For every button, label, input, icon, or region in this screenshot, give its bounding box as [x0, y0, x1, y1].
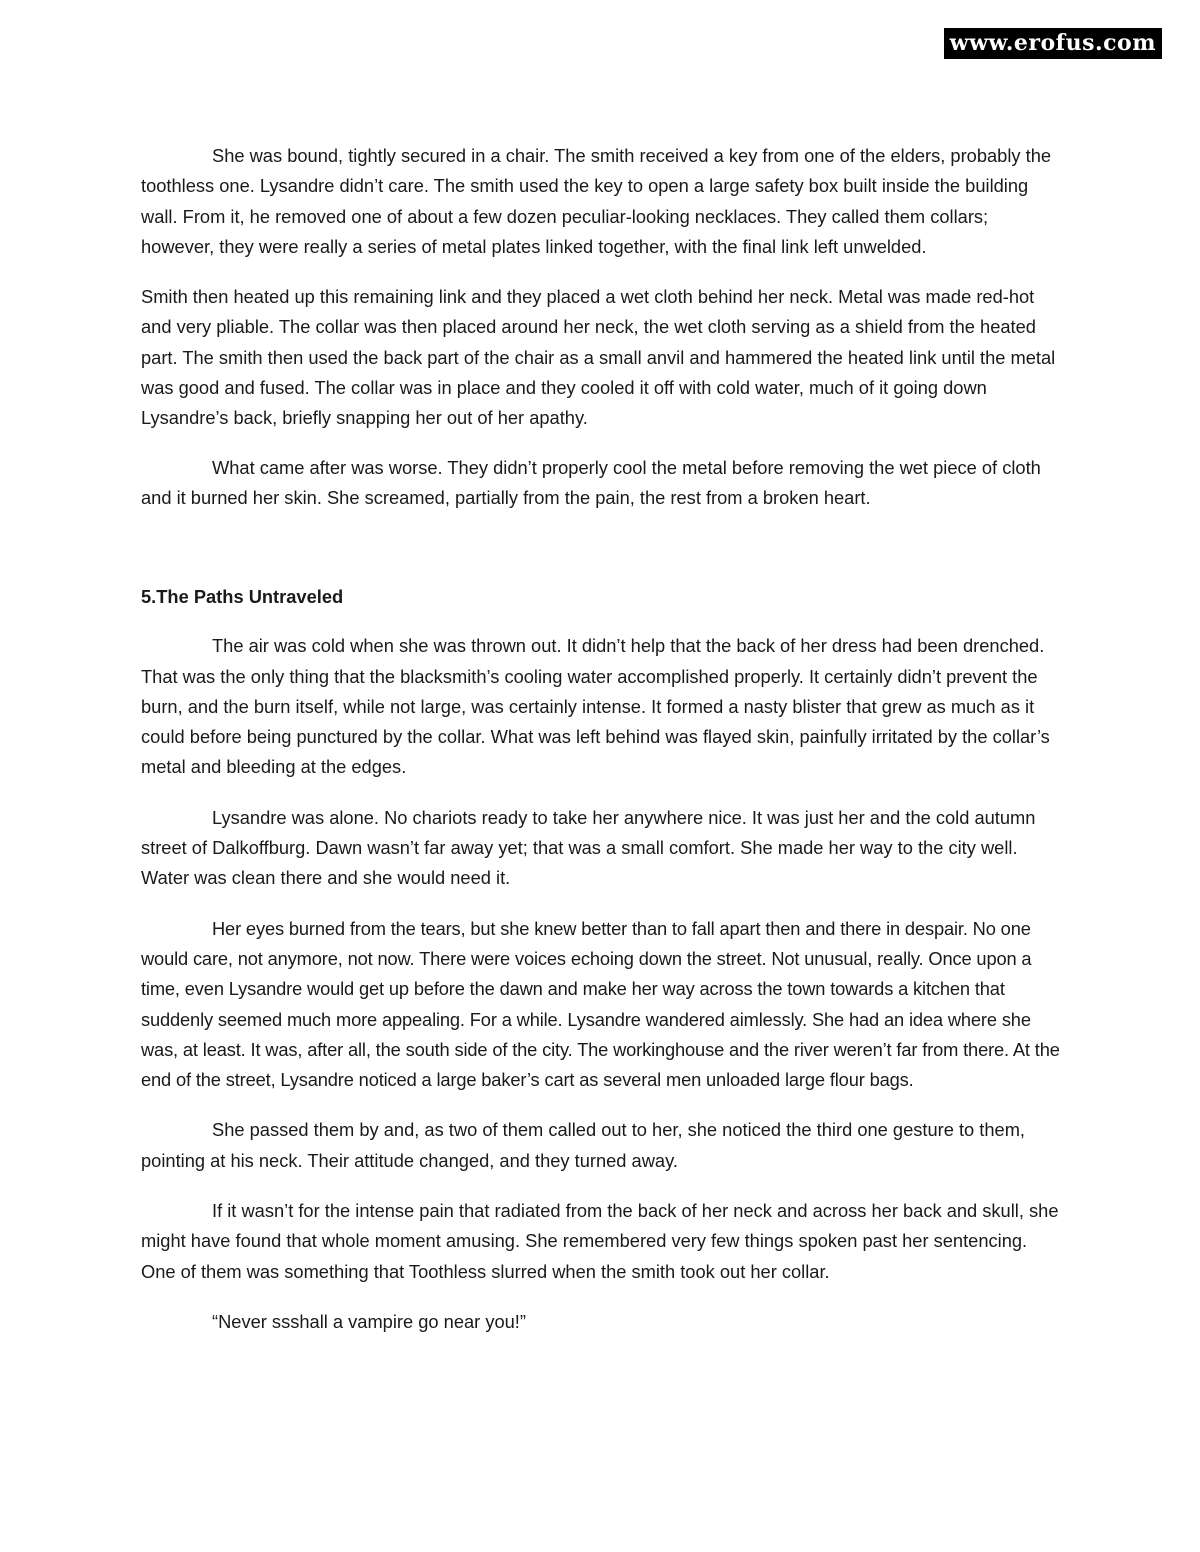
paragraph: The air was cold when she was thrown out. It didn’t help that the back of her dress had been drenched. That was the only thing that the blacksmith’s cooling water accomplished properly. It certainly didn’t prevent the burn, and the burn itself, while not large, was certainly intense. It formed a nasty blister that grew as much as it could before being punctured by the collar. What was left behind was flayed skin, painfully irritated by the collar’s metal and bleeding at the edges. [141, 635, 1050, 778]
paragraph: She was bound, tightly secured in a chair. The smith received a key from one of the elders, probably the toothless one. Lysandre didn’t care. The smith used the key to open a large safety box built inside the building wall. From it, he removed one of about a few dozen peculiar-looking necklaces. They called them collars; however, they were really a series of metal plates linked together, with the final link left unwelded. [141, 145, 1052, 257]
paragraph: Lysandre was alone. No chariots ready to take her anywhere nice. It was just her and the cold autumn street of Dalkoffburg. Dawn wasn’t far away yet; that was a small comfort. She made her way to the city well. Water was clean there and she would need it. [141, 806, 1036, 889]
paragraph: What came after was worse. They didn’t properly cool the metal before removing the wet piece of cloth and it burned her skin. She screamed, partially from the pain, the rest from a broken heart. [141, 456, 1041, 508]
paragraph: She passed them by and, as two of them called out to her, she noticed the third one gesture to them, pointing at his neck. Their attitude changed, and they turned away. [141, 1119, 1025, 1171]
chapter-heading: 5.The Paths Untraveled [141, 586, 344, 608]
watermark: www.erofus.com [944, 28, 1162, 59]
document-page [141, 141, 1061, 1337]
paragraph: If it wasn’t for the intense pain that radiated from the back of her neck and across her back and skull, she might have found that whole moment amusing. She remembered very few things spoken past her sentencing. One of them was something that Toothless slurred when the smith took out her collar. [141, 1200, 1059, 1282]
paragraph: Her eyes burned from the tears, but she knew better than to fall apart then and there in despair. No one would care, not anymore, not now. There were voices echoing down the street. Not unusual, really. Once upon a time, even Lysandre would get up before the dawn and make her way across the town towards a kitchen that suddenly seemed much more appealing. For a while. Lysandre wandered aimlessly. She had an idea where she was, at least. It was, after all, the south side of the city. The workinghouse and the river weren’t far from there. At the end of the street, Lysandre noticed a large baker’s cart as several men unloaded large flour bags. [141, 917, 1060, 1091]
quote-line: “Never ssshall a vampire go near you!” [212, 1310, 526, 1332]
paragraph: Smith then heated up this remaining link and they placed a wet cloth behind her neck. Metal was made red-hot and very pliable. The collar was then placed around her neck, the wet cloth serving as a shield from the heated part. The smith then used the back part of the chair as a small anvil and hammered the heated link until the metal was good and fused. The collar was in place and they cooled it off with cold water, much of it going down Lysandre’s back, briefly snapping her out of her apathy. [141, 286, 1056, 429]
